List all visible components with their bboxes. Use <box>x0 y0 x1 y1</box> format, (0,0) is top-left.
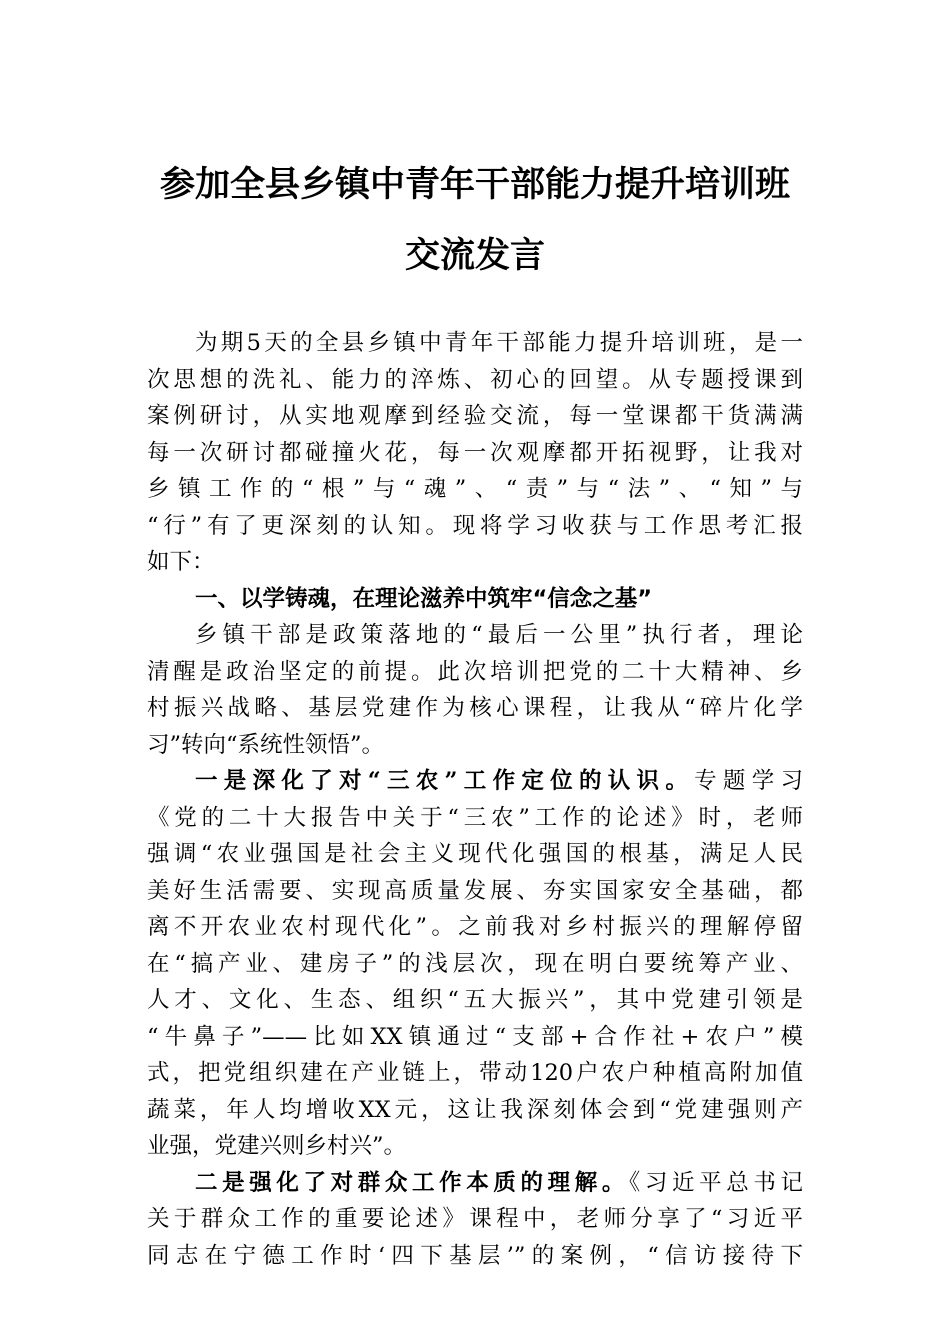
paragraph-line: “牛鼻子”——比如XX镇通过“支部+合作社+农户”模 <box>147 1023 803 1050</box>
paragraph-line: 蔬菜，年人均增收XX元，这让我深刻体会到“党建强则产 <box>147 1096 803 1123</box>
paragraph-line: 强调“农业强国是社会主义现代化强国的根基，满足人民 <box>147 841 803 867</box>
paragraph-line: 习”转向“系统性领悟”。 <box>147 731 385 758</box>
paragraph-line: 人才、文化、生态、组织“五大振兴”，其中党建引领是 <box>147 987 803 1013</box>
paragraph-line: 为期5天的全县乡镇中青年干部能力提升培训班，是一 <box>195 330 803 356</box>
subpoint-lead: 二是强化了对群众工作本质的理解。 <box>195 1169 629 1196</box>
paragraph-line: 在“搞产业、建房子”的浅层次，现在明白要统筹产业、 <box>147 950 803 977</box>
paragraph-line: 离不开农业农村现代化”。之前我对乡村振兴的理解停留 <box>147 914 803 940</box>
paragraph-line: 同志在宁德工作时‘四下基层’”的案例，“信访接待下 <box>147 1242 803 1269</box>
paragraph-text: 专题学习 <box>694 768 803 794</box>
paragraph-line: 乡镇干部是政策落地的“最后一公里”执行者，理论 <box>195 622 803 648</box>
paragraph-line: 业强，党建兴则乡村兴”。 <box>147 1133 407 1159</box>
paragraph-line <box>147 763 803 800</box>
document-body <box>147 325 803 1274</box>
document-title-line2: 交流发言 <box>404 236 545 276</box>
paragraph-text: 《习近平总书记 <box>628 1169 803 1196</box>
paragraph-line: 乡镇工作的“根”与“魂”、“责”与“法”、“知”与 <box>147 476 803 502</box>
paragraph-line: 每一次研讨都碰撞火花，每一次观摩都开拓视野，让我对 <box>147 439 803 466</box>
paragraph-line: 村振兴战略、基层党建作为核心课程，让我从“碎片化学 <box>147 695 803 721</box>
subpoint-lead: 一是深化了对“三农”工作定位的认识。 <box>195 768 695 794</box>
paragraph-line: 式，把党组织建在产业链上，带动120户农户种植高附加值 <box>147 1060 803 1086</box>
paragraph-line: 美好生活需要、实现高质量发展、夯实国家安全基础，都 <box>147 877 803 904</box>
paragraph-line: “行”有了更深刻的认知。现将学习收获与工作思考汇报 <box>147 512 803 539</box>
document-title: 参加全县乡镇中青年干部能力提升培训班 <box>159 165 790 205</box>
paragraph-line: 案例研讨，从实地观摩到经验交流，每一堂课都干货满满 <box>147 403 803 429</box>
section-heading: 一、以学铸魂，在理论滋养中筑牢“信念之基” <box>195 585 653 612</box>
paragraph-line: 如下： <box>147 549 215 575</box>
paragraph-line <box>147 1165 803 1202</box>
paragraph-line: 关于群众工作的重要论述》课程中，老师分享了“习近平 <box>147 1206 803 1232</box>
paragraph-line: 次思想的洗礼、能力的淬炼、初心的回望。从专题授课到 <box>147 366 803 393</box>
paragraph-line: 《党的二十大报告中关于“三农”工作的论述》时，老师 <box>147 804 803 831</box>
paragraph-line: 清醒是政治坚定的前提。此次培训把党的二十大精神、乡 <box>147 658 803 685</box>
